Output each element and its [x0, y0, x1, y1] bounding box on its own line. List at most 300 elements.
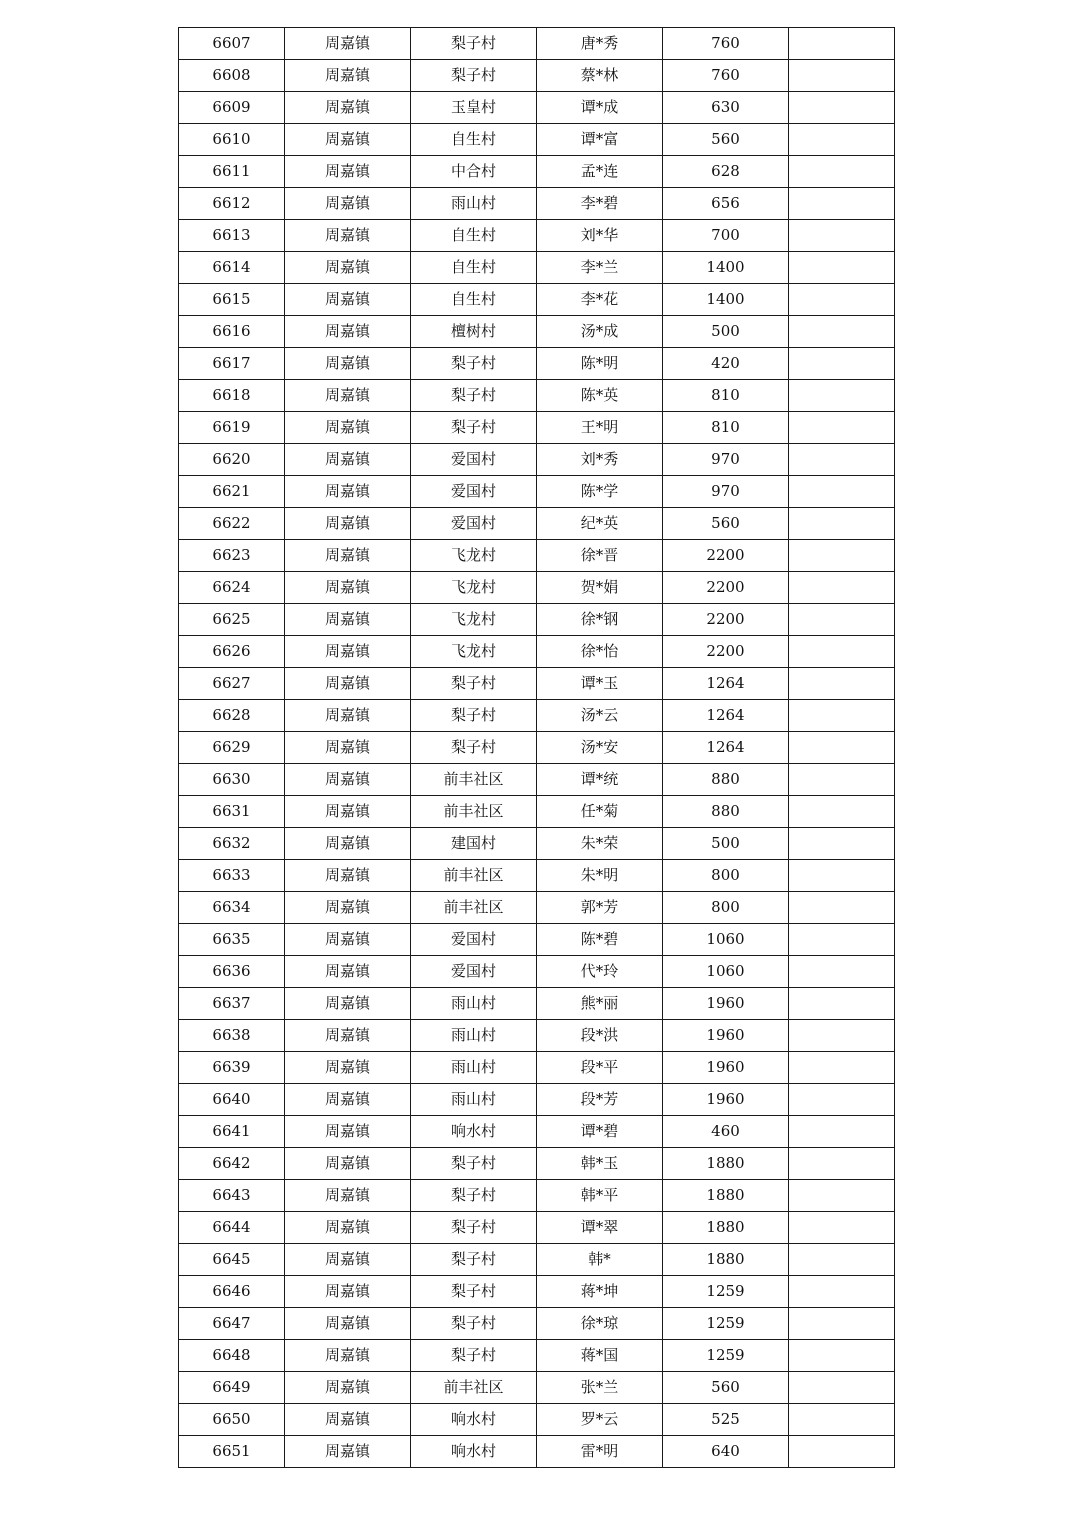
cell-serial-number: 6650 — [179, 1404, 285, 1436]
cell-village: 建国村 — [411, 828, 537, 860]
cell-name: 谭*玉 — [537, 668, 663, 700]
cell-serial-number: 6643 — [179, 1180, 285, 1212]
table-row — [179, 1340, 895, 1372]
cell-name: 徐*怡 — [537, 636, 663, 668]
table-row — [179, 988, 895, 1020]
cell-serial-number: 6616 — [179, 316, 285, 348]
cell-town: 周嘉镇 — [285, 412, 411, 444]
cell-name: 纪*英 — [537, 508, 663, 540]
cell-serial-number: 6642 — [179, 1148, 285, 1180]
cell-town: 周嘉镇 — [285, 284, 411, 316]
table-row — [179, 700, 895, 732]
cell-amount: 525 — [663, 1404, 789, 1436]
cell-name: 韩* — [537, 1244, 663, 1276]
cell-amount: 2200 — [663, 604, 789, 636]
cell-name: 谭*统 — [537, 764, 663, 796]
cell-town: 周嘉镇 — [285, 540, 411, 572]
table-row — [179, 860, 895, 892]
cell-serial-number: 6651 — [179, 1436, 285, 1468]
cell-town: 周嘉镇 — [285, 252, 411, 284]
cell-name: 谭*成 — [537, 92, 663, 124]
cell-village: 梨子村 — [411, 28, 537, 60]
cell-name: 陈*碧 — [537, 924, 663, 956]
cell-serial-number: 6608 — [179, 60, 285, 92]
cell-note — [789, 444, 895, 476]
table-row — [179, 444, 895, 476]
cell-town: 周嘉镇 — [285, 220, 411, 252]
cell-note — [789, 1340, 895, 1372]
cell-village: 梨子村 — [411, 668, 537, 700]
cell-amount: 1400 — [663, 252, 789, 284]
cell-town: 周嘉镇 — [285, 348, 411, 380]
cell-name: 李*碧 — [537, 188, 663, 220]
cell-amount: 800 — [663, 892, 789, 924]
cell-amount: 1259 — [663, 1340, 789, 1372]
cell-name: 徐*钢 — [537, 604, 663, 636]
cell-amount: 880 — [663, 796, 789, 828]
cell-note — [789, 988, 895, 1020]
cell-note — [789, 1212, 895, 1244]
cell-amount: 810 — [663, 380, 789, 412]
cell-amount: 1400 — [663, 284, 789, 316]
cell-name: 孟*连 — [537, 156, 663, 188]
cell-serial-number: 6613 — [179, 220, 285, 252]
cell-town: 周嘉镇 — [285, 444, 411, 476]
cell-name: 蔡*林 — [537, 60, 663, 92]
cell-amount: 970 — [663, 476, 789, 508]
cell-serial-number: 6644 — [179, 1212, 285, 1244]
cell-note — [789, 540, 895, 572]
cell-note — [789, 188, 895, 220]
table-row — [179, 572, 895, 604]
cell-serial-number: 6632 — [179, 828, 285, 860]
cell-name: 贺*娟 — [537, 572, 663, 604]
cell-serial-number: 6630 — [179, 764, 285, 796]
cell-name: 雷*明 — [537, 1436, 663, 1468]
cell-serial-number: 6628 — [179, 700, 285, 732]
cell-note — [789, 124, 895, 156]
cell-note — [789, 700, 895, 732]
cell-village: 梨子村 — [411, 1212, 537, 1244]
cell-amount: 560 — [663, 1372, 789, 1404]
cell-village: 中合村 — [411, 156, 537, 188]
cell-village: 前丰社区 — [411, 764, 537, 796]
cell-town: 周嘉镇 — [285, 1244, 411, 1276]
cell-amount: 2200 — [663, 540, 789, 572]
cell-note — [789, 508, 895, 540]
cell-village: 前丰社区 — [411, 796, 537, 828]
cell-name: 刘*华 — [537, 220, 663, 252]
cell-town: 周嘉镇 — [285, 892, 411, 924]
cell-village: 梨子村 — [411, 700, 537, 732]
cell-name: 李*花 — [537, 284, 663, 316]
cell-name: 朱*荣 — [537, 828, 663, 860]
table-row — [179, 476, 895, 508]
cell-name: 王*明 — [537, 412, 663, 444]
cell-name: 段*洪 — [537, 1020, 663, 1052]
cell-note — [789, 60, 895, 92]
cell-serial-number: 6610 — [179, 124, 285, 156]
cell-town: 周嘉镇 — [285, 636, 411, 668]
cell-amount: 656 — [663, 188, 789, 220]
cell-amount: 560 — [663, 124, 789, 156]
cell-amount: 1960 — [663, 988, 789, 1020]
cell-town: 周嘉镇 — [285, 316, 411, 348]
table-row — [179, 828, 895, 860]
table-row — [179, 348, 895, 380]
cell-name: 唐*秀 — [537, 28, 663, 60]
cell-village: 雨山村 — [411, 188, 537, 220]
cell-town: 周嘉镇 — [285, 828, 411, 860]
cell-town: 周嘉镇 — [285, 732, 411, 764]
cell-town: 周嘉镇 — [285, 1372, 411, 1404]
cell-serial-number: 6637 — [179, 988, 285, 1020]
cell-village: 爱国村 — [411, 444, 537, 476]
cell-serial-number: 6617 — [179, 348, 285, 380]
table-row — [179, 732, 895, 764]
cell-serial-number: 6620 — [179, 444, 285, 476]
table-row — [179, 1084, 895, 1116]
cell-amount: 500 — [663, 316, 789, 348]
cell-serial-number: 6615 — [179, 284, 285, 316]
register-table — [178, 27, 895, 1468]
cell-amount: 460 — [663, 1116, 789, 1148]
table-row — [179, 1116, 895, 1148]
cell-serial-number: 6619 — [179, 412, 285, 444]
cell-amount: 800 — [663, 860, 789, 892]
cell-village: 梨子村 — [411, 412, 537, 444]
cell-village: 爱国村 — [411, 476, 537, 508]
table-row — [179, 188, 895, 220]
cell-village: 玉皇村 — [411, 92, 537, 124]
cell-amount: 1960 — [663, 1020, 789, 1052]
cell-amount: 810 — [663, 412, 789, 444]
cell-village: 梨子村 — [411, 1244, 537, 1276]
table-row — [179, 1180, 895, 1212]
cell-name: 蒋*坤 — [537, 1276, 663, 1308]
cell-serial-number: 6634 — [179, 892, 285, 924]
cell-village: 檀树村 — [411, 316, 537, 348]
cell-village: 飞龙村 — [411, 604, 537, 636]
cell-village: 爱国村 — [411, 924, 537, 956]
cell-town: 周嘉镇 — [285, 1148, 411, 1180]
table-row — [179, 1148, 895, 1180]
cell-village: 响水村 — [411, 1404, 537, 1436]
cell-name: 任*菊 — [537, 796, 663, 828]
cell-town: 周嘉镇 — [285, 1308, 411, 1340]
cell-name: 谭*翠 — [537, 1212, 663, 1244]
cell-note — [789, 476, 895, 508]
register-table-body — [179, 28, 895, 1468]
table-row — [179, 380, 895, 412]
cell-village: 梨子村 — [411, 1276, 537, 1308]
cell-name: 汤*安 — [537, 732, 663, 764]
cell-amount: 628 — [663, 156, 789, 188]
cell-serial-number: 6622 — [179, 508, 285, 540]
cell-serial-number: 6607 — [179, 28, 285, 60]
cell-name: 刘*秀 — [537, 444, 663, 476]
table-row — [179, 668, 895, 700]
cell-town: 周嘉镇 — [285, 1052, 411, 1084]
cell-town: 周嘉镇 — [285, 796, 411, 828]
cell-amount: 1264 — [663, 700, 789, 732]
cell-village: 爱国村 — [411, 956, 537, 988]
cell-name: 李*兰 — [537, 252, 663, 284]
table-row — [179, 796, 895, 828]
cell-village: 响水村 — [411, 1116, 537, 1148]
cell-note — [789, 1372, 895, 1404]
cell-note — [789, 572, 895, 604]
cell-note — [789, 1084, 895, 1116]
cell-village: 梨子村 — [411, 1340, 537, 1372]
cell-town: 周嘉镇 — [285, 1116, 411, 1148]
cell-note — [789, 732, 895, 764]
cell-note — [789, 412, 895, 444]
table-row — [179, 124, 895, 156]
table-row — [179, 252, 895, 284]
cell-village: 自生村 — [411, 252, 537, 284]
cell-village: 梨子村 — [411, 1308, 537, 1340]
cell-amount: 970 — [663, 444, 789, 476]
cell-village: 梨子村 — [411, 348, 537, 380]
cell-town: 周嘉镇 — [285, 988, 411, 1020]
cell-village: 爱国村 — [411, 508, 537, 540]
table-row — [179, 1212, 895, 1244]
cell-town: 周嘉镇 — [285, 1020, 411, 1052]
cell-serial-number: 6611 — [179, 156, 285, 188]
cell-serial-number: 6621 — [179, 476, 285, 508]
table-row — [179, 92, 895, 124]
cell-amount: 420 — [663, 348, 789, 380]
cell-serial-number: 6618 — [179, 380, 285, 412]
cell-village: 梨子村 — [411, 732, 537, 764]
table-row — [179, 60, 895, 92]
table-row — [179, 604, 895, 636]
cell-note — [789, 1436, 895, 1468]
table-row — [179, 1308, 895, 1340]
cell-amount: 1880 — [663, 1244, 789, 1276]
cell-note — [789, 156, 895, 188]
cell-note — [789, 1052, 895, 1084]
table-row — [179, 636, 895, 668]
table-row — [179, 892, 895, 924]
cell-name: 罗*云 — [537, 1404, 663, 1436]
cell-note — [789, 1404, 895, 1436]
table-row — [179, 1404, 895, 1436]
cell-amount: 700 — [663, 220, 789, 252]
cell-serial-number: 6623 — [179, 540, 285, 572]
cell-name: 谭*富 — [537, 124, 663, 156]
cell-note — [789, 764, 895, 796]
cell-serial-number: 6646 — [179, 1276, 285, 1308]
cell-name: 汤*成 — [537, 316, 663, 348]
cell-village: 梨子村 — [411, 1148, 537, 1180]
cell-note — [789, 924, 895, 956]
cell-note — [789, 28, 895, 60]
cell-serial-number: 6625 — [179, 604, 285, 636]
cell-note — [789, 284, 895, 316]
cell-name: 郭*芳 — [537, 892, 663, 924]
cell-note — [789, 316, 895, 348]
cell-amount: 1060 — [663, 956, 789, 988]
table-row — [179, 156, 895, 188]
table-row — [179, 1244, 895, 1276]
cell-village: 前丰社区 — [411, 860, 537, 892]
cell-village: 雨山村 — [411, 988, 537, 1020]
cell-serial-number: 6609 — [179, 92, 285, 124]
cell-name: 蒋*国 — [537, 1340, 663, 1372]
cell-village: 飞龙村 — [411, 636, 537, 668]
cell-amount: 630 — [663, 92, 789, 124]
cell-note — [789, 1244, 895, 1276]
cell-town: 周嘉镇 — [285, 28, 411, 60]
cell-town: 周嘉镇 — [285, 764, 411, 796]
cell-serial-number: 6639 — [179, 1052, 285, 1084]
cell-serial-number: 6631 — [179, 796, 285, 828]
cell-village: 自生村 — [411, 124, 537, 156]
table-row — [179, 28, 895, 60]
table-row — [179, 924, 895, 956]
cell-serial-number: 6647 — [179, 1308, 285, 1340]
table-row — [179, 540, 895, 572]
cell-town: 周嘉镇 — [285, 1340, 411, 1372]
cell-amount: 2200 — [663, 572, 789, 604]
cell-town: 周嘉镇 — [285, 860, 411, 892]
cell-amount: 1960 — [663, 1084, 789, 1116]
table-row — [179, 1436, 895, 1468]
cell-town: 周嘉镇 — [285, 1084, 411, 1116]
cell-serial-number: 6629 — [179, 732, 285, 764]
cell-village: 自生村 — [411, 220, 537, 252]
cell-name: 陈*学 — [537, 476, 663, 508]
cell-serial-number: 6633 — [179, 860, 285, 892]
cell-amount: 1264 — [663, 732, 789, 764]
cell-amount: 2200 — [663, 636, 789, 668]
cell-town: 周嘉镇 — [285, 1404, 411, 1436]
cell-amount: 1259 — [663, 1276, 789, 1308]
cell-note — [789, 604, 895, 636]
cell-serial-number: 6648 — [179, 1340, 285, 1372]
cell-village: 梨子村 — [411, 380, 537, 412]
table-row — [179, 412, 895, 444]
cell-town: 周嘉镇 — [285, 924, 411, 956]
cell-town: 周嘉镇 — [285, 508, 411, 540]
cell-amount: 640 — [663, 1436, 789, 1468]
table-row — [179, 1020, 895, 1052]
cell-name: 代*玲 — [537, 956, 663, 988]
cell-town: 周嘉镇 — [285, 572, 411, 604]
cell-town: 周嘉镇 — [285, 124, 411, 156]
cell-name: 谭*碧 — [537, 1116, 663, 1148]
cell-town: 周嘉镇 — [285, 476, 411, 508]
cell-amount: 560 — [663, 508, 789, 540]
cell-amount: 1259 — [663, 1308, 789, 1340]
cell-name: 韩*玉 — [537, 1148, 663, 1180]
table-row — [179, 284, 895, 316]
table-row — [179, 1372, 895, 1404]
cell-note — [789, 828, 895, 860]
cell-town: 周嘉镇 — [285, 604, 411, 636]
cell-village: 雨山村 — [411, 1052, 537, 1084]
cell-village: 前丰社区 — [411, 892, 537, 924]
cell-note — [789, 1308, 895, 1340]
cell-amount: 1880 — [663, 1180, 789, 1212]
cell-town: 周嘉镇 — [285, 1276, 411, 1308]
cell-serial-number: 6638 — [179, 1020, 285, 1052]
cell-amount: 1060 — [663, 924, 789, 956]
cell-serial-number: 6641 — [179, 1116, 285, 1148]
cell-name: 韩*平 — [537, 1180, 663, 1212]
cell-serial-number: 6636 — [179, 956, 285, 988]
cell-amount: 760 — [663, 28, 789, 60]
cell-name: 徐*晋 — [537, 540, 663, 572]
cell-note — [789, 92, 895, 124]
cell-note — [789, 380, 895, 412]
cell-note — [789, 796, 895, 828]
cell-village: 飞龙村 — [411, 540, 537, 572]
cell-town: 周嘉镇 — [285, 188, 411, 220]
cell-town: 周嘉镇 — [285, 700, 411, 732]
cell-note — [789, 1148, 895, 1180]
cell-serial-number: 6612 — [179, 188, 285, 220]
cell-town: 周嘉镇 — [285, 60, 411, 92]
cell-town: 周嘉镇 — [285, 668, 411, 700]
cell-amount: 500 — [663, 828, 789, 860]
table-row — [179, 220, 895, 252]
cell-note — [789, 220, 895, 252]
cell-amount: 760 — [663, 60, 789, 92]
cell-serial-number: 6645 — [179, 1244, 285, 1276]
cell-serial-number: 6635 — [179, 924, 285, 956]
cell-note — [789, 636, 895, 668]
cell-town: 周嘉镇 — [285, 156, 411, 188]
cell-village: 梨子村 — [411, 60, 537, 92]
cell-town: 周嘉镇 — [285, 380, 411, 412]
cell-village: 梨子村 — [411, 1180, 537, 1212]
cell-village: 雨山村 — [411, 1020, 537, 1052]
cell-amount: 880 — [663, 764, 789, 796]
cell-amount: 1880 — [663, 1148, 789, 1180]
cell-serial-number: 6624 — [179, 572, 285, 604]
table-row — [179, 764, 895, 796]
cell-serial-number: 6649 — [179, 1372, 285, 1404]
cell-serial-number: 6627 — [179, 668, 285, 700]
cell-note — [789, 892, 895, 924]
cell-note — [789, 1180, 895, 1212]
cell-name: 段*芳 — [537, 1084, 663, 1116]
cell-town: 周嘉镇 — [285, 956, 411, 988]
cell-serial-number: 6614 — [179, 252, 285, 284]
cell-village: 自生村 — [411, 284, 537, 316]
cell-village: 飞龙村 — [411, 572, 537, 604]
cell-name: 汤*云 — [537, 700, 663, 732]
cell-note — [789, 1276, 895, 1308]
table-row — [179, 508, 895, 540]
table-row — [179, 1276, 895, 1308]
cell-name: 徐*琼 — [537, 1308, 663, 1340]
cell-village: 响水村 — [411, 1436, 537, 1468]
cell-amount: 1264 — [663, 668, 789, 700]
cell-note — [789, 860, 895, 892]
cell-name: 熊*丽 — [537, 988, 663, 1020]
cell-serial-number: 6626 — [179, 636, 285, 668]
table-row — [179, 316, 895, 348]
cell-name: 陈*英 — [537, 380, 663, 412]
cell-village: 雨山村 — [411, 1084, 537, 1116]
cell-serial-number: 6640 — [179, 1084, 285, 1116]
cell-note — [789, 1116, 895, 1148]
cell-note — [789, 1020, 895, 1052]
